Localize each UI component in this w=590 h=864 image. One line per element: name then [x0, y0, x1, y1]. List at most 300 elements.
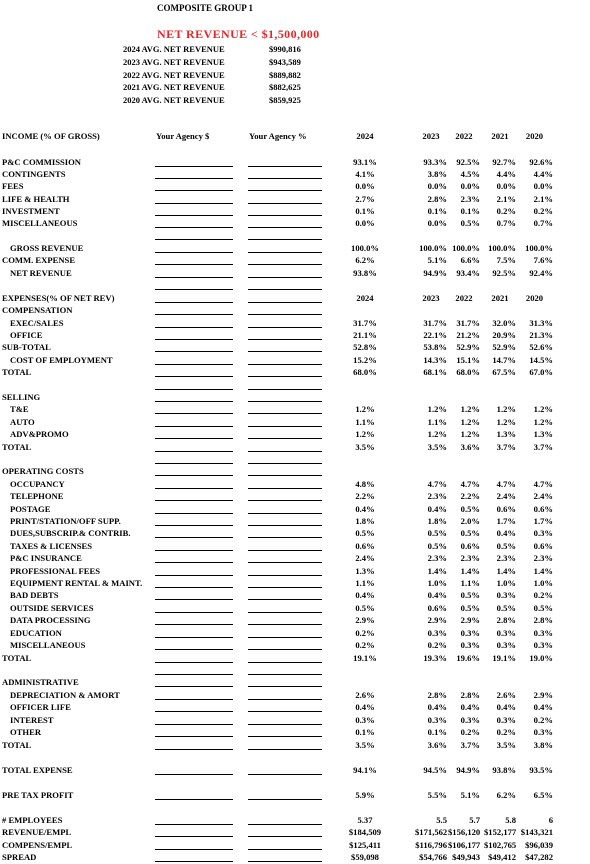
value-cell: 0.0%: [533, 181, 553, 191]
value-cell: $49,412: [488, 852, 516, 862]
value-cell: 2.8%: [427, 194, 447, 204]
value-cell: 94.9%: [423, 268, 447, 278]
row-label: EXEC/SALES: [10, 318, 64, 328]
table-row: [0, 268, 590, 280]
agency-percent-blank[interactable]: [248, 327, 322, 328]
agency-dollar-blank[interactable]: [155, 525, 233, 526]
agency-dollar-blank[interactable]: [155, 215, 233, 216]
net-revenue-heading: NET REVENUE < $1,500,000: [157, 27, 320, 41]
value-cell: 2.3%: [460, 553, 480, 563]
agency-dollar-blank[interactable]: [155, 339, 233, 340]
agency-dollar-blank[interactable]: [155, 364, 233, 365]
value-cell: $54,766: [419, 852, 447, 862]
agency-dollar-blank[interactable]: [155, 612, 233, 613]
agency-dollar-blank[interactable]: [155, 587, 233, 588]
value-cell: 100.0%: [452, 243, 480, 253]
value-cell: 93.5%: [529, 765, 553, 775]
value-cell: 0.5%: [427, 541, 447, 551]
value-cell: 0.6%: [427, 603, 447, 613]
table-row: [0, 194, 590, 206]
agency-percent-blank[interactable]: [248, 351, 322, 352]
row-label: POSTAGE: [10, 504, 51, 514]
agency-percent-blank[interactable]: [248, 562, 322, 563]
table-row: [0, 479, 590, 491]
value-cell: 1.2%: [496, 417, 516, 427]
value-cell: 19.3%: [423, 653, 447, 663]
row-label: EDUCATION: [10, 628, 62, 638]
agency-percent-blank[interactable]: [248, 674, 322, 675]
row-label: FEES: [2, 181, 24, 191]
agency-percent-blank[interactable]: [248, 364, 322, 365]
row-label: COST OF EMPLOYMENT: [10, 355, 113, 365]
table-row: [0, 528, 590, 540]
value-cell: 0.1%: [427, 206, 447, 216]
value-cell: 0.7%: [533, 218, 553, 228]
value-cell: 0.3%: [496, 640, 516, 650]
row-label: DATA PROCESSING: [10, 615, 91, 625]
agency-dollar-blank[interactable]: [155, 289, 233, 290]
table-row: [0, 603, 590, 615]
value-cell: 31.7%: [353, 318, 377, 328]
agency-percent-blank[interactable]: [248, 203, 322, 204]
agency-dollar-blank[interactable]: [155, 749, 233, 750]
agency-dollar-blank[interactable]: [155, 264, 233, 265]
row-label: SPREAD: [2, 852, 37, 862]
value-cell: 93.4%: [456, 268, 480, 278]
agency-dollar-blank[interactable]: [155, 178, 233, 179]
row-label: COMPENSATION: [2, 305, 73, 315]
agency-percent-blank[interactable]: [248, 314, 322, 315]
value-cell: 15.1%: [456, 355, 480, 365]
value-cell: 0.5%: [355, 603, 375, 613]
value-cell: 0.4%: [355, 702, 375, 712]
agency-dollar-blank[interactable]: [155, 314, 233, 315]
value-cell: 4.8%: [355, 479, 375, 489]
table-row: [0, 243, 590, 255]
table-row: [0, 590, 590, 602]
value-cell: 4.1%: [355, 169, 375, 179]
value-cell: 0.4%: [355, 590, 375, 600]
row-label: TOTAL: [2, 653, 32, 663]
table-row: [0, 727, 590, 739]
agency-dollar-blank[interactable]: [155, 537, 233, 538]
value-cell: 0.3%: [533, 727, 553, 737]
table-row: [0, 218, 590, 230]
agency-dollar-blank[interactable]: [155, 649, 233, 650]
value-cell: 2.6%: [496, 690, 516, 700]
row-label: NET REVENUE: [10, 268, 72, 278]
value-cell: 4.4%: [533, 169, 553, 179]
agency-dollar-blank[interactable]: [155, 239, 233, 240]
value-cell: 0.0%: [496, 181, 516, 191]
agency-dollar-blank[interactable]: [155, 575, 233, 576]
value-cell: 19.1%: [353, 653, 377, 663]
agency-dollar-blank[interactable]: [155, 351, 233, 352]
value-cell: 0.0%: [355, 218, 375, 228]
agency-dollar-blank[interactable]: [155, 413, 233, 414]
avg-net-revenue-label: 2020 AVG. NET REVENUE: [123, 95, 225, 106]
value-cell: 3.6%: [460, 442, 480, 452]
value-cell: 68.1%: [423, 367, 447, 377]
agency-dollar-blank[interactable]: [155, 699, 233, 700]
value-cell: 2.8%: [460, 690, 480, 700]
value-cell: 3.6%: [427, 740, 447, 750]
value-cell: $47,282: [525, 852, 553, 862]
value-cell: 0.4%: [496, 528, 516, 538]
agency-dollar-blank[interactable]: [155, 376, 233, 377]
report-title: COMPOSITE GROUP 1: [157, 3, 254, 13]
row-label: OCCUPANCY: [10, 479, 65, 489]
value-cell: 2.8%: [427, 690, 447, 700]
row-label: TOTAL: [2, 442, 32, 452]
agency-percent-blank[interactable]: [248, 637, 322, 638]
value-cell: 32.0%: [492, 318, 516, 328]
table-row: [0, 417, 590, 429]
agency-percent-blank[interactable]: [248, 166, 322, 167]
agency-percent-blank[interactable]: [248, 550, 322, 551]
agency-percent-blank[interactable]: [248, 836, 322, 837]
row-label: PRE TAX PROFIT: [2, 790, 74, 800]
agency-percent-blank[interactable]: [248, 277, 322, 278]
value-cell: 93.3%: [423, 157, 447, 167]
table-row: [0, 504, 590, 516]
value-cell: 0.5%: [496, 603, 516, 613]
agency-dollar-blank[interactable]: [155, 562, 233, 563]
agency-percent-blank[interactable]: [248, 289, 322, 290]
agency-dollar-blank[interactable]: [155, 203, 233, 204]
value-cell: 2.8%: [496, 615, 516, 625]
table-row: [0, 628, 590, 640]
agency-percent-blank[interactable]: [248, 799, 322, 800]
agency-percent-blank[interactable]: [248, 861, 322, 862]
value-cell: 0.2%: [427, 640, 447, 650]
agency-percent-blank[interactable]: [248, 575, 322, 576]
value-cell: 0.2%: [533, 715, 553, 725]
value-cell: 2.2%: [355, 491, 375, 501]
agency-dollar-blank[interactable]: [155, 824, 233, 825]
agency-dollar-blank[interactable]: [155, 451, 233, 452]
value-cell: 2.9%: [533, 690, 553, 700]
agency-dollar-blank[interactable]: [155, 227, 233, 228]
value-cell: 100.0%: [488, 243, 516, 253]
agency-dollar-blank[interactable]: [155, 475, 233, 476]
avg-net-revenue-label: 2023 AVG. NET REVENUE: [123, 56, 225, 67]
value-cell: 2.3%: [460, 194, 480, 204]
value-cell: 0.0%: [460, 181, 480, 191]
value-cell: 94.5%: [423, 765, 447, 775]
agency-percent-blank[interactable]: [248, 451, 322, 452]
agency-dollar-blank[interactable]: [155, 488, 233, 489]
agency-percent-blank[interactable]: [248, 537, 322, 538]
table-row: [0, 740, 590, 752]
agency-percent-blank[interactable]: [248, 824, 322, 825]
agency-percent-blank[interactable]: [248, 376, 322, 377]
agency-percent-blank[interactable]: [248, 849, 322, 850]
agency-dollar-blank[interactable]: [155, 513, 233, 514]
agency-percent-blank[interactable]: [248, 302, 322, 303]
value-cell: 0.4%: [355, 504, 375, 514]
value-cell: 1.2%: [460, 429, 480, 439]
table-row: [0, 404, 590, 416]
row-label: MISCELLANEOUS: [2, 218, 78, 228]
value-cell: 21.3%: [529, 330, 553, 340]
value-cell: 1.8%: [355, 516, 375, 526]
value-cell: 4.7%: [460, 479, 480, 489]
table-row: [0, 665, 590, 677]
value-cell: 52.9%: [456, 342, 480, 352]
value-cell: 2.3%: [496, 553, 516, 563]
value-cell: 0.1%: [355, 727, 375, 737]
value-cell: 0.4%: [427, 590, 447, 600]
value-cell: 2.3%: [427, 491, 447, 501]
agency-dollar-blank[interactable]: [155, 861, 233, 862]
agency-percent-blank[interactable]: [248, 774, 322, 775]
value-cell: $49,943: [452, 852, 480, 862]
agency-percent-blank[interactable]: [248, 699, 322, 700]
value-cell: 0.3%: [427, 715, 447, 725]
value-cell: 100.0%: [525, 243, 553, 253]
value-cell: 2023: [422, 293, 440, 303]
value-cell: 1.2%: [355, 404, 375, 414]
value-cell: 5.7: [469, 815, 480, 825]
agency-percent-blank[interactable]: [248, 413, 322, 414]
row-label: SELLING: [2, 392, 41, 402]
table-row: [0, 429, 590, 441]
agency-dollar-blank[interactable]: [155, 190, 233, 191]
agency-dollar-blank[interactable]: [155, 401, 233, 402]
agency-dollar-blank[interactable]: [155, 599, 233, 600]
agency-dollar-blank[interactable]: [155, 327, 233, 328]
row-label: PRINT/STATION/OFF SUPP.: [10, 516, 121, 526]
row-label: COMM. EXPENSE: [2, 255, 76, 265]
agency-percent-blank[interactable]: [248, 711, 322, 712]
value-cell: 2.1%: [533, 194, 553, 204]
row-label: OFFICE: [10, 330, 43, 340]
value-cell: 0.0%: [427, 218, 447, 228]
value-cell: 0.3%: [460, 640, 480, 650]
value-cell: 7.5%: [496, 255, 516, 265]
agency-dollar-blank[interactable]: [155, 686, 233, 687]
value-cell: 1.0%: [496, 578, 516, 588]
row-label: COMPENS/EMPL: [2, 840, 73, 850]
value-cell: 0.3%: [533, 528, 553, 538]
row-label: INTEREST: [10, 715, 54, 725]
value-cell: $171,562: [415, 827, 448, 837]
value-cell: 5.8: [505, 815, 516, 825]
agency-percent-blank[interactable]: [248, 190, 322, 191]
agency-dollar-blank[interactable]: [155, 637, 233, 638]
agency-dollar-blank[interactable]: [155, 662, 233, 663]
agency-percent-blank[interactable]: [248, 426, 322, 427]
value-cell: 3.7%: [496, 442, 516, 452]
agency-percent-blank[interactable]: [248, 488, 322, 489]
agency-dollar-blank[interactable]: [155, 849, 233, 850]
value-cell: 5.9%: [355, 790, 375, 800]
value-cell: 2.8%: [533, 615, 553, 625]
agency-percent-blank[interactable]: [248, 525, 322, 526]
row-label: DEPRECIATION & AMORT: [10, 690, 120, 700]
value-cell: 0.6%: [496, 504, 516, 514]
value-cell: 0.2%: [355, 640, 375, 650]
agency-percent-blank[interactable]: [248, 252, 322, 253]
agency-dollar-blank[interactable]: [155, 711, 233, 712]
value-cell: 14.5%: [529, 355, 553, 365]
value-cell: $156,120: [448, 827, 481, 837]
agency-dollar-blank[interactable]: [155, 836, 233, 837]
row-label: TAXES & LICENSES: [10, 541, 92, 551]
agency-dollar-blank[interactable]: [155, 166, 233, 167]
agency-percent-blank[interactable]: [248, 599, 322, 600]
table-row: [0, 318, 590, 330]
value-cell: $125,411: [349, 840, 381, 850]
agency-percent-blank[interactable]: [248, 239, 322, 240]
avg-net-revenue-value: $889,882: [269, 69, 301, 80]
value-cell: 0.3%: [460, 715, 480, 725]
row-label: DUES,SUBSCRIP.& CONTRIB.: [10, 528, 131, 538]
value-cell: $102,765: [484, 840, 517, 850]
value-cell: 4.7%: [533, 479, 553, 489]
agency-percent-blank[interactable]: [248, 624, 322, 625]
agency-dollar-blank[interactable]: [155, 438, 233, 439]
agency-percent-blank[interactable]: [248, 401, 322, 402]
row-label: P&C COMMISSION: [2, 157, 82, 167]
table-row: [0, 516, 590, 528]
agency-percent-blank[interactable]: [248, 749, 322, 750]
row-label: T&E: [10, 404, 29, 414]
table-row: [0, 442, 590, 454]
value-cell: 0.3%: [460, 628, 480, 638]
row-label: OFFICER LIFE: [10, 702, 71, 712]
agency-percent-blank[interactable]: [248, 724, 322, 725]
value-cell: 1.2%: [427, 404, 447, 414]
value-cell: 92.4%: [529, 268, 553, 278]
agency-percent-blank[interactable]: [248, 612, 322, 613]
agency-dollar-blank[interactable]: [155, 252, 233, 253]
value-cell: 21.2%: [456, 330, 480, 340]
table-row: [0, 815, 590, 827]
table-row: [0, 355, 590, 367]
value-cell: 92.7%: [492, 157, 516, 167]
row-label: OTHER: [10, 727, 42, 737]
agency-percent-blank[interactable]: [248, 500, 322, 501]
row-label: OUTSIDE SERVICES: [10, 603, 94, 613]
value-cell: 67.5%: [492, 367, 516, 377]
table-row: [0, 169, 590, 181]
agency-dollar-blank[interactable]: [155, 426, 233, 427]
value-cell: 21.1%: [353, 330, 377, 340]
agency-percent-blank[interactable]: [248, 339, 322, 340]
row-label: CONTINGENTS: [2, 169, 66, 179]
value-cell: 2024: [356, 293, 374, 303]
value-cell: 0.5%: [533, 603, 553, 613]
row-label: REVENUE/EMPL: [2, 827, 72, 837]
value-cell: 93.8%: [492, 765, 516, 775]
value-cell: 2024: [356, 131, 374, 141]
value-cell: 5.5: [436, 815, 447, 825]
value-cell: 0.5%: [496, 541, 516, 551]
agency-percent-blank[interactable]: [248, 513, 322, 514]
agency-percent-blank[interactable]: [248, 215, 322, 216]
value-cell: 15.2%: [353, 355, 377, 365]
agency-dollar-blank[interactable]: [155, 736, 233, 737]
value-cell: 0.6%: [460, 541, 480, 551]
agency-dollar-blank[interactable]: [155, 550, 233, 551]
value-cell: 0.4%: [533, 702, 553, 712]
value-cell: 0.0%: [355, 181, 375, 191]
agency-percent-blank[interactable]: [248, 463, 322, 464]
value-cell: 94.9%: [456, 765, 480, 775]
agency-percent-blank[interactable]: [248, 178, 322, 179]
agency-dollar-blank[interactable]: [155, 302, 233, 303]
value-cell: $106,177: [448, 840, 481, 850]
value-cell: 2022: [455, 293, 473, 303]
table-row: [0, 255, 590, 267]
table-row: [0, 790, 590, 802]
value-cell: 1.3%: [533, 429, 553, 439]
agency-dollar-blank[interactable]: [155, 500, 233, 501]
value-cell: 1.2%: [460, 417, 480, 427]
value-cell: 0.7%: [496, 218, 516, 228]
table-row: [0, 367, 590, 379]
table-row: [0, 392, 590, 404]
agency-dollar-blank[interactable]: [155, 724, 233, 725]
agency-percent-blank[interactable]: [248, 587, 322, 588]
agency-percent-blank[interactable]: [248, 736, 322, 737]
value-cell: 100.0%: [419, 243, 447, 253]
agency-percent-blank[interactable]: [248, 662, 322, 663]
value-cell: 1.1%: [355, 578, 375, 588]
row-label: LIFE & HEALTH: [2, 194, 70, 204]
agency-percent-blank[interactable]: [248, 389, 322, 390]
agency-dollar-blank[interactable]: [155, 389, 233, 390]
agency-dollar-blank[interactable]: [155, 674, 233, 675]
agency-percent-blank[interactable]: [248, 686, 322, 687]
value-cell: $152,177: [484, 827, 517, 837]
value-cell: 0.2%: [533, 206, 553, 216]
agency-dollar-blank[interactable]: [155, 799, 233, 800]
table-row: [0, 293, 590, 305]
agency-percent-blank[interactable]: [248, 264, 322, 265]
agency-percent-blank[interactable]: [248, 649, 322, 650]
value-cell: 0.4%: [427, 504, 447, 514]
value-cell: 0.3%: [533, 640, 553, 650]
value-cell: 52.8%: [353, 342, 377, 352]
value-cell: 2020: [525, 131, 544, 141]
agency-dollar-blank[interactable]: [155, 277, 233, 278]
value-cell: 2.4%: [355, 553, 375, 563]
value-cell: 2.9%: [355, 615, 375, 625]
value-cell: 52.6%: [529, 342, 553, 352]
value-cell: 0.6%: [533, 504, 553, 514]
value-cell: 1.2%: [533, 417, 553, 427]
agency-percent-blank[interactable]: [248, 227, 322, 228]
value-cell: $184,509: [348, 827, 382, 837]
agency-percent-blank[interactable]: [248, 475, 322, 476]
agency-dollar-blank[interactable]: [155, 463, 233, 464]
value-cell: 0.3%: [355, 715, 375, 725]
value-cell: 20.9%: [492, 330, 516, 340]
value-cell: 4.5%: [460, 169, 480, 179]
value-cell: 1.0%: [533, 578, 553, 588]
row-label: AUTO: [10, 417, 35, 427]
agency-percent-blank[interactable]: [248, 438, 322, 439]
agency-dollar-blank[interactable]: [155, 774, 233, 775]
agency-dollar-blank[interactable]: [155, 624, 233, 625]
value-cell: 1.2%: [533, 404, 553, 414]
value-cell: 0.1%: [427, 727, 447, 737]
value-cell: 0.5%: [460, 528, 480, 538]
row-label: INCOME (% OF GROSS): [2, 131, 100, 141]
